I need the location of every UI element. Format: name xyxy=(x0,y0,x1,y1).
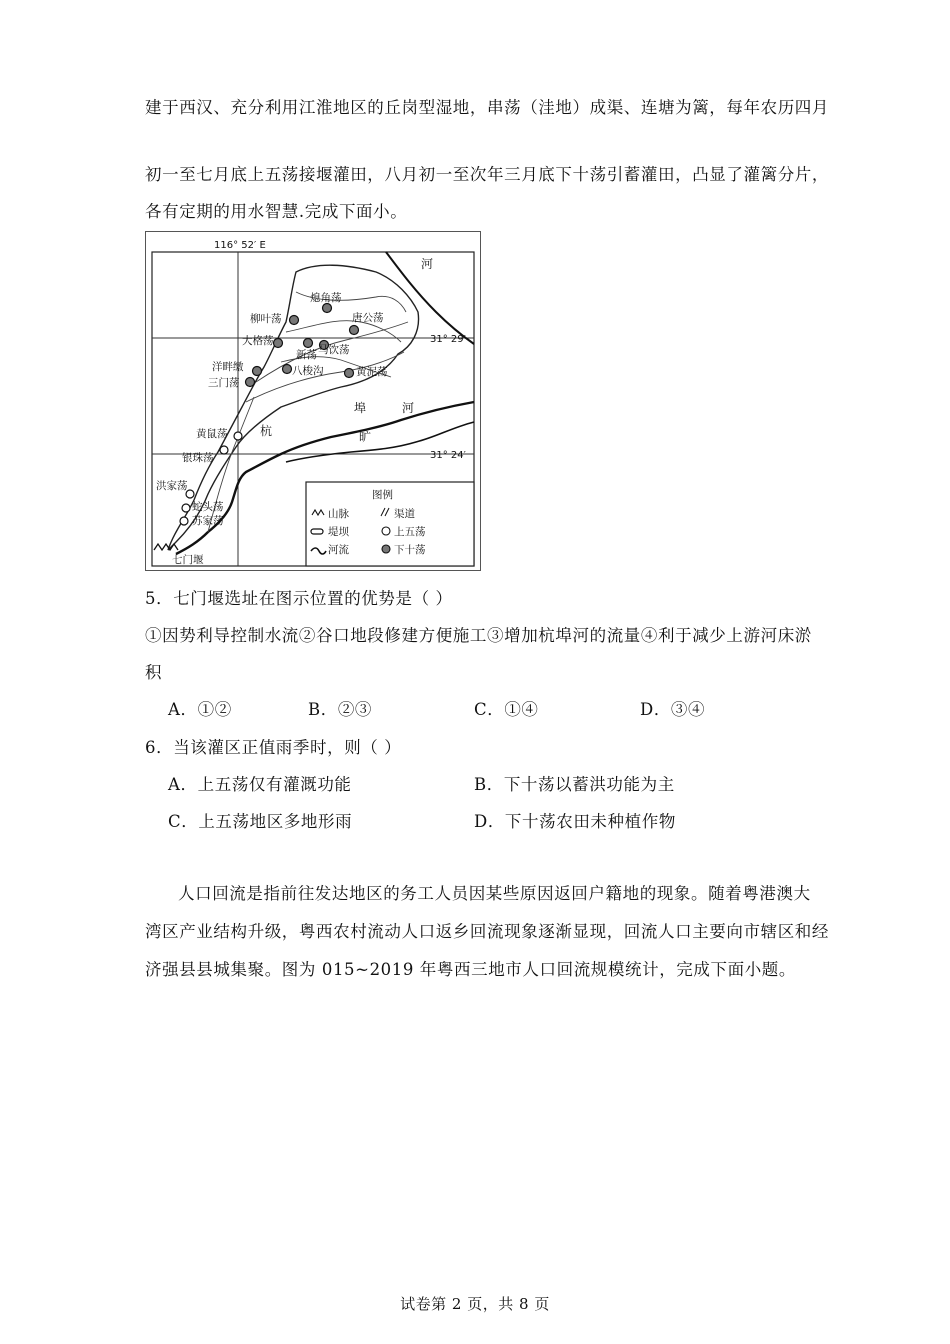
legend-lower: 下十荡 xyxy=(394,544,426,556)
map-legend xyxy=(306,482,474,566)
legend-mountain: 山脉 xyxy=(328,508,349,520)
coord-lat2-label: 31° 24′ xyxy=(430,450,466,461)
pond-sanmen-marker xyxy=(246,378,255,387)
pond-yinzhu-marker xyxy=(220,446,228,454)
pond-bajiao-marker xyxy=(283,365,292,374)
irrigation-map xyxy=(146,232,480,570)
pond-huangshu-marker xyxy=(234,432,242,440)
pond-zhoujiao-marker xyxy=(323,304,332,313)
q5-stem: 5．七门堰选址在图示位置的优势是（ ） xyxy=(145,589,453,608)
intro-line-3: 各有定期的用水智慧.完成下面小。 xyxy=(145,202,408,221)
pond-sujia-marker xyxy=(180,517,188,525)
page-footer: 试卷第 2 页，共 8 页 xyxy=(400,1295,550,1313)
label-river-bu: 埠 xyxy=(354,401,367,415)
q5-option-d[interactable]: D．③④ xyxy=(640,700,706,719)
q6-option-d[interactable]: D．下十荡农田未种植作物 xyxy=(474,812,676,831)
q6-option-a[interactable]: A．上五荡仅有灌溉功能 xyxy=(168,775,352,794)
pond-shetou-marker xyxy=(182,504,190,512)
intro-line-1: 建于西汉、充分利用江淮地区的丘岗型湿地，串荡（洼地）成渠、连塘为篱，每年农历四月 xyxy=(145,98,829,117)
q6-option-b[interactable]: B．下十荡以蓄洪功能为主 xyxy=(474,775,675,794)
label-mayin: 马饮荡 xyxy=(318,344,350,356)
label-yinzhu: 银珠荡 xyxy=(182,452,214,464)
label-tanggong: 唐公荡 xyxy=(352,312,384,324)
label-sanmen: 三门荡 xyxy=(208,377,240,389)
pond-tanggong-marker xyxy=(350,326,359,335)
legend-upper: 上五荡 xyxy=(394,526,426,538)
legend-upper-icon xyxy=(382,527,390,535)
q6-stem: 6．当该灌区正值雨季时，则（ ） xyxy=(145,738,402,757)
label-shetou: 蛇头荡 xyxy=(192,501,224,513)
label-bajiao: 八梭沟 xyxy=(292,365,324,377)
coord-lat1-label: 31° 29′ xyxy=(430,334,466,345)
label-river-he-ne: 河 xyxy=(421,257,434,271)
label-river-kuang: 旷 xyxy=(359,430,372,444)
label-zhoujiao: 熄角荡 xyxy=(310,292,342,304)
pond-liuye-marker xyxy=(290,316,299,325)
canal-4 xyxy=(286,321,401,342)
pond-dage-marker xyxy=(274,339,283,348)
mountain-icon-qimen xyxy=(154,544,178,550)
label-dage: 大格荡 xyxy=(242,335,274,347)
label-huangshu: 黄鼠荡 xyxy=(196,428,228,440)
pond-yangpan-marker xyxy=(253,367,262,376)
label-xindang: 新荡 xyxy=(296,349,317,361)
legend-dam: 堤坝 xyxy=(328,526,349,538)
q5-statements-line-2: 积 xyxy=(145,663,163,682)
legend-title: 图例 xyxy=(372,489,393,501)
coord-top-label: 116° 52′ E xyxy=(214,240,266,251)
q5-statements-line-1: ①因势利导控制水流②谷口地段修建方便施工③增加杭埠河的流量④利于减少上游河床淤 xyxy=(145,626,812,645)
label-sujia: 苏家荡 xyxy=(192,515,224,527)
q5-option-c[interactable]: C．①④ xyxy=(474,700,539,719)
label-river-he: 河 xyxy=(402,401,415,415)
pond-xindang-marker xyxy=(304,339,313,348)
intro-line-2: 初一至七月底上五荡接堰灌田，八月初一至次年三月底下十荡引蓄灌田，凸显了灌篱分片， xyxy=(145,165,829,184)
label-liuye: 柳叶荡 xyxy=(250,313,282,325)
passage2-line-3: 济强县县城集聚。图为 015~2019 年粤西三地市人口回流规模统计，完成下面小题。 xyxy=(145,960,796,979)
q6-option-c[interactable]: C．上五荡地区多地形雨 xyxy=(168,812,353,831)
legend-river: 河流 xyxy=(328,544,349,556)
legend-lower-icon xyxy=(382,545,390,553)
q5-option-b[interactable]: B．②③ xyxy=(308,700,373,719)
pond-huangni-marker xyxy=(345,369,354,378)
passage2-line-2: 湾区产业结构升级，粤西农村流动人口返乡回流现象逐渐显现，回流人口主要向市辖区和经 xyxy=(145,922,829,941)
label-river-hang: 杭 xyxy=(260,424,273,438)
legend-canal: 渠道 xyxy=(394,508,415,520)
label-hongjia: 洪家荡 xyxy=(156,480,188,492)
label-yangpan: 洋畔缴 xyxy=(212,361,244,373)
label-huangni: 黄泥荡 xyxy=(356,366,388,378)
label-qimen: 七门堰 xyxy=(172,554,204,566)
irrigation-map-figure xyxy=(145,231,481,571)
passage2-line-1: 人口回流是指前往发达地区的务工人员因某些原因返回户籍地的现象。随着粤港澳大 xyxy=(178,884,811,903)
q5-option-a[interactable]: A．①② xyxy=(168,700,232,719)
